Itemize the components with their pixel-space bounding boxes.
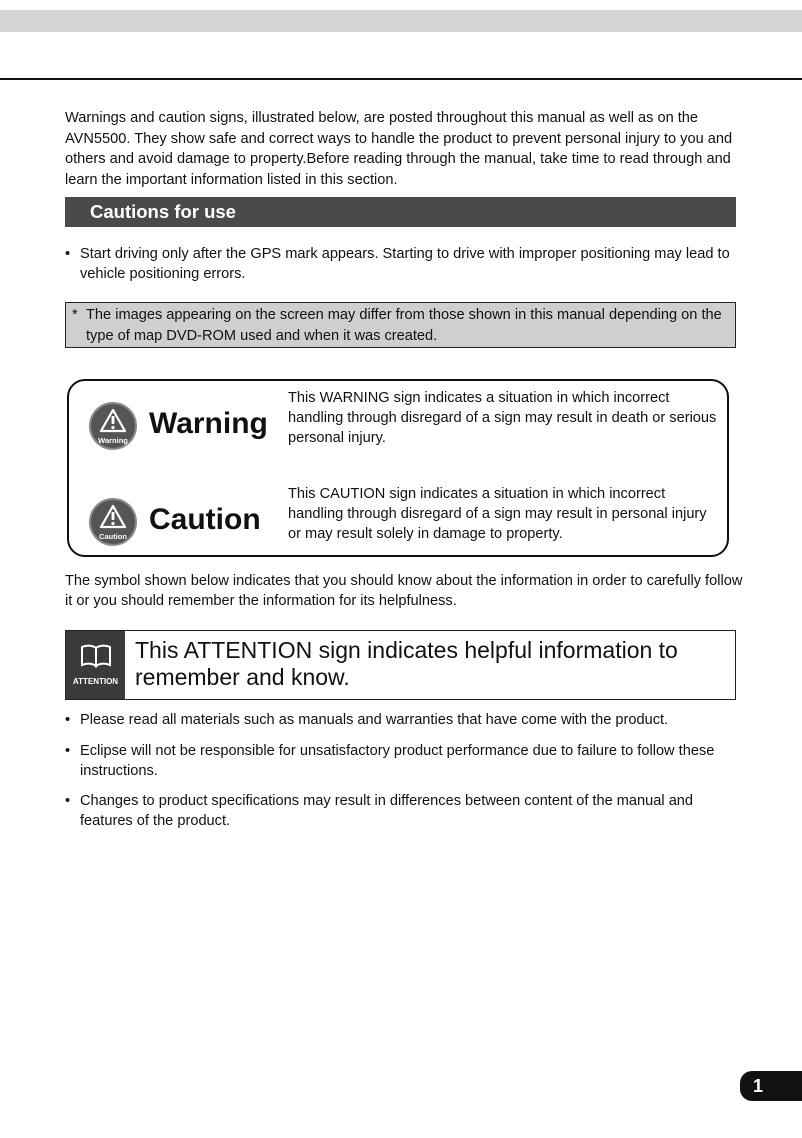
attention-label: ATTENTION [72, 677, 119, 686]
section-heading-cautions: Cautions for use [65, 197, 736, 227]
warning-icon [89, 402, 137, 450]
symbol-explanation: The symbol shown below indicates that you should know about the information in order to carefully follow it or you should remember the information for its helpfulness. [65, 573, 743, 609]
note-box [65, 302, 736, 348]
bullet-read-materials: • Please read all materials such as manuals and warranties that have come with the product. [65, 711, 745, 731]
intro-paragraph: Warnings and caution signs, illustrated below, are posted throughout this manual as well as on the AVN5500. They show safe and correct ways to handle the product to prevent personal injury to you and others and avoid damage to property.Before reading through the manual, take time to read through and learn the important information listed in this section. [65, 110, 733, 188]
warning-title: Warning [149, 407, 268, 440]
caution-title: Caution [149, 503, 261, 536]
header-band [0, 10, 802, 32]
attention-box [65, 630, 736, 700]
warning-sign-row [69, 390, 727, 468]
sign-legend-panel [67, 379, 729, 557]
caution-icon [89, 498, 137, 546]
page-number: 1 [740, 1071, 802, 1101]
header-rule [0, 78, 802, 80]
bullet-gps: • Start driving only after the GPS mark appears. Starting to drive with improper positioning may lead to vehicle positioning errors. [65, 245, 745, 284]
caution-sign-row [69, 486, 727, 564]
attention-text: This ATTENTION sign indicates helpful information to remember and know. [135, 637, 678, 690]
warning-description: This WARNING sign indicates a situation in which incorrect handling through disregard of a sign may result in death or serious personal injury. [288, 390, 717, 446]
open-book-icon [66, 631, 125, 699]
caution-description: This CAUTION sign indicates a situation in which incorrect handling through disregard of a sign may result in personal injury or may result solely in damage to property. [288, 486, 707, 542]
warning-badge-label: Warning [98, 436, 128, 445]
bullet-responsibility: • Eclipse will not be responsible for unsatisfactory product performance due to failure to follow these instructions. [65, 742, 745, 781]
bullet-specifications: • Changes to product specifications may result in differences between content of the manual and features of the product. [65, 792, 745, 831]
note-asterisk: * [72, 307, 78, 323]
note-text: The images appearing on the screen may differ from those shown in this manual depending on the type of map DVD-ROM used and when it was created. [86, 307, 722, 344]
caution-badge-label: Caution [99, 532, 127, 541]
